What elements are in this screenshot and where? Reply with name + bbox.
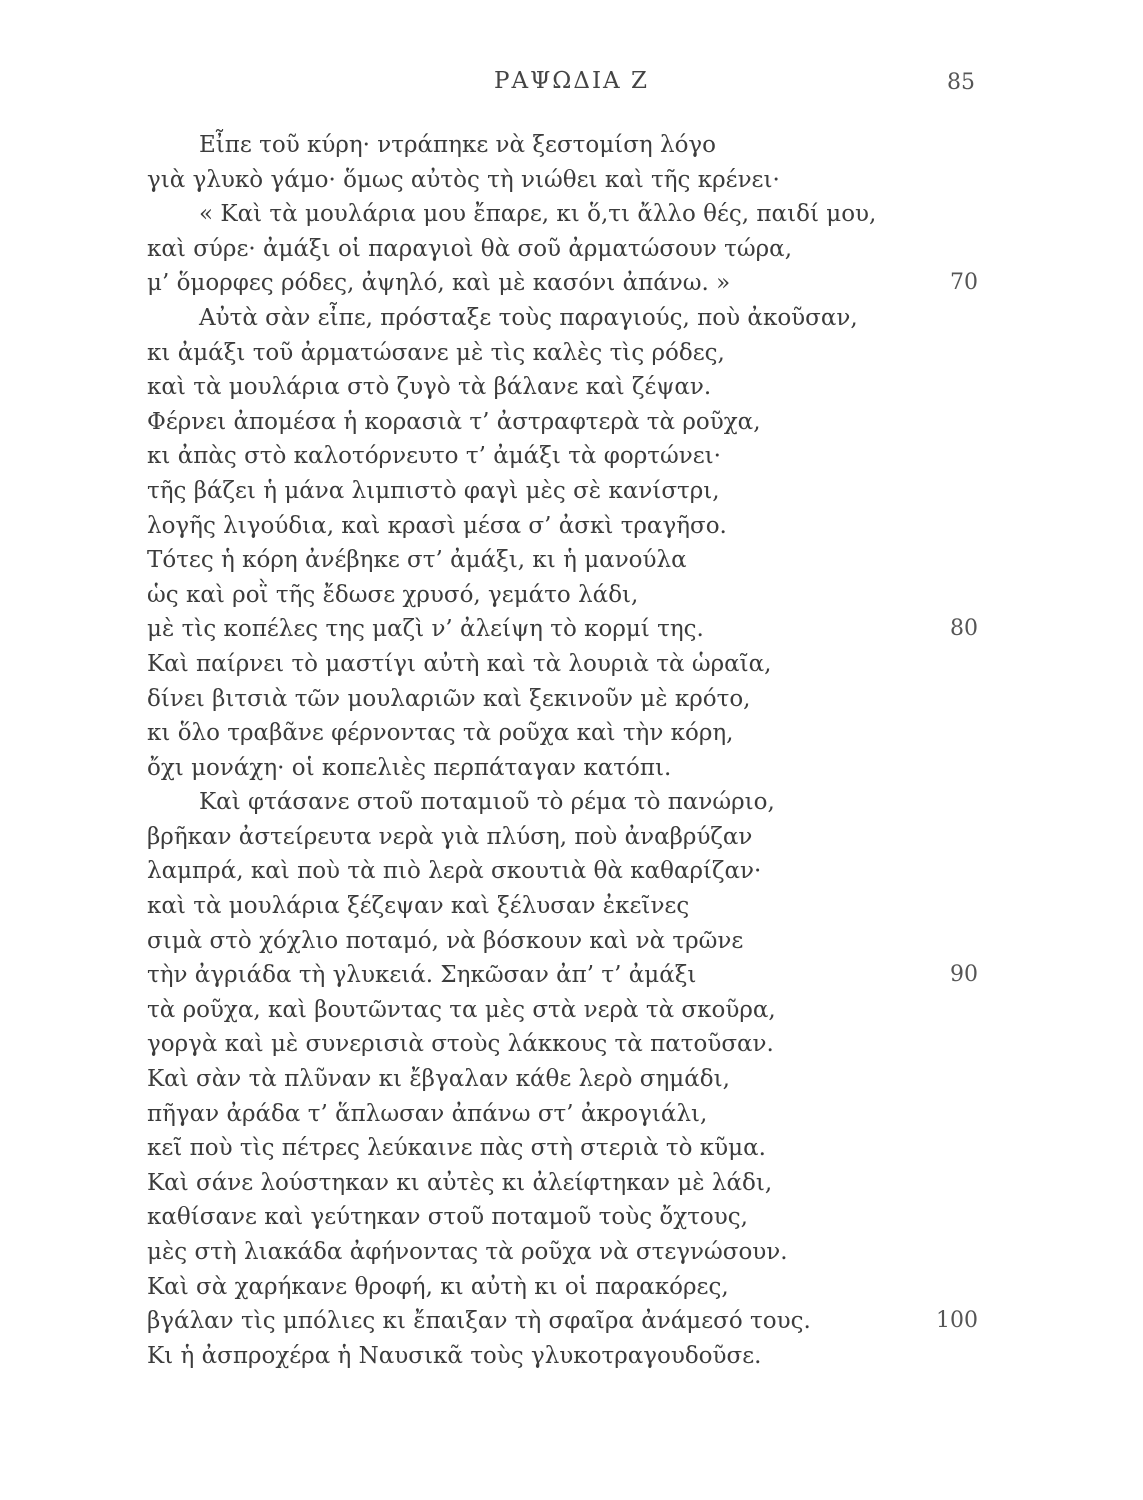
line-text: λογῆς λιγούδια, καὶ κρασὶ μέσα σ’ ἀσκὶ τραγῆσο. <box>147 512 727 539</box>
poem-line <box>0 1304 1143 1339</box>
poem-line <box>0 509 1143 544</box>
poem-line <box>0 1166 1143 1201</box>
poem-line <box>0 163 1143 198</box>
poem-line <box>0 993 1143 1028</box>
line-text: καὶ τὰ μουλάρια ξέζεψαν καὶ ξέλυσαν ἐκεῖνες <box>147 893 690 920</box>
line-text: τὴν ἀγριάδα τὴ γλυκειά. Σηκῶσαν ἀπ’ τ’ ἀμάξι <box>147 962 697 989</box>
poem-line <box>0 266 1143 301</box>
line-text: κι ὅλο τραβᾶνε φέρνοντας τὰ ροῦχα καὶ τὴν κόρη, <box>147 720 734 747</box>
line-text: πῆγαν ἀράδα τ’ ἅπλωσαν ἀπάνω στ’ ἀκρογιάλι, <box>147 1100 708 1127</box>
poem-line <box>0 232 1143 267</box>
poem-line <box>0 1027 1143 1062</box>
line-text: λαμπρά, καὶ ποὺ τὰ πιὸ λερὰ σκουτιὰ θὰ καθαρίζαν· <box>147 858 762 885</box>
running-header: ΡΑΨΩΔΙΑ Ζ <box>494 68 649 94</box>
poem-line <box>0 1270 1143 1305</box>
line-text: καὶ σύρε· ἀμάξι οἱ παραγιοὶ θὰ σοῦ ἀρματώσουν τώρα, <box>147 235 793 262</box>
line-text: Καὶ σὰ χαρήκανε θροφή, κι αὐτὴ κι οἱ παρακόρες, <box>147 1273 729 1300</box>
line-text: Αὐτὰ σὰν εἶπε, πρόσταξε τοὺς παραγιούς, ποὺ ἀκοῦσαν, <box>199 304 858 331</box>
line-text: Καὶ σάνε λούστηκαν κι αὐτὲς κι ἀλείφτηκαν μὲ λάδι, <box>147 1169 773 1196</box>
poem-line <box>0 405 1143 440</box>
line-text: σιμὰ στὸ χόχλιο ποταμό, νὰ βόσκουν καὶ νὰ τρῶνε <box>147 927 744 954</box>
line-number: 100 <box>936 1308 978 1334</box>
line-text: μ’ ὅμορφες ρόδες, ἀψηλό, καὶ μὲ κασόνι ἀπάνω. » <box>147 270 731 297</box>
line-text: τῆς βάζει ἡ μάνα λιμπιστὸ φαγὶ μὲς σὲ κανίστρι, <box>147 477 720 504</box>
line-text: Καὶ σὰν τὰ πλῦναν κι ἔβγαλαν κάθε λερὸ σημάδι, <box>147 1066 730 1093</box>
poem-line <box>0 958 1143 993</box>
poem-line <box>0 647 1143 682</box>
poem-line <box>0 682 1143 717</box>
line-text: γιὰ γλυκὸ γάμο· ὅμως αὐτὸς τὴ νιώθει καὶ τῆς κρένει· <box>147 166 780 193</box>
poem-line <box>0 854 1143 889</box>
line-text: βγάλαν τὶς μπόλιες κι ἔπαιξαν τὴ σφαῖρα ἀνάμεσό τους. <box>147 1308 811 1335</box>
line-text: μὲς στὴ λιακάδα ἀφήνοντας τὰ ροῦχα νὰ στεγνώσουν. <box>147 1239 788 1265</box>
line-number: 80 <box>950 616 978 642</box>
poem-line <box>0 1339 1143 1374</box>
poem-line <box>0 578 1143 613</box>
line-number: 90 <box>950 962 978 988</box>
line-text: ὄχι μονάχη· οἱ κοπελιὲς περπάταγαν κατόπι. <box>147 754 672 781</box>
poem-line <box>0 1097 1143 1132</box>
poem-line <box>0 301 1143 336</box>
poem-line <box>0 612 1143 647</box>
line-text: Καὶ φτάσανε στοῦ ποταμιοῦ τὸ ρέμα τὸ πανώριο, <box>199 789 775 816</box>
poem-line <box>0 439 1143 474</box>
line-text: μὲ τὶς κοπέλες της μαζὶ ν’ ἀλείψη τὸ κορμί της. <box>147 616 704 643</box>
line-text: τὰ ροῦχα, καὶ βουτῶντας τα μὲς στὰ νερὰ τὰ σκοῦρα, <box>147 996 776 1023</box>
line-text: Εἶπε τοῦ κύρη· ντράπηκε νὰ ξεστομίση λόγο <box>199 132 717 158</box>
poem-line <box>0 716 1143 751</box>
line-text: Τότες ἡ κόρη ἀνέβηκε στ’ ἀμάξι, κι ἡ μανούλα <box>147 547 687 574</box>
poem-line <box>0 820 1143 855</box>
poem-line <box>0 924 1143 959</box>
poem-text <box>0 128 1143 1373</box>
poem-line <box>0 785 1143 820</box>
line-text: Καὶ παίρνει τὸ μαστίγι αὐτὴ καὶ τὰ λουριὰ τὰ ὡραῖα, <box>147 650 772 677</box>
line-number: 70 <box>950 270 978 296</box>
poem-line <box>0 543 1143 578</box>
line-text: γοργὰ καὶ μὲ συνερισιὰ στοὺς λάκκους τὰ πατοῦσαν. <box>147 1031 774 1058</box>
line-text: κεῖ ποὺ τὶς πέτρες λεύκαινε πὰς στὴ στεριὰ τὸ κῦμα. <box>147 1135 766 1162</box>
poem-line <box>0 889 1143 924</box>
poem-line <box>0 751 1143 786</box>
line-text: « Καὶ τὰ μουλάρια μου ἔπαρε, κι ὅ,τι ἄλλο θές, παιδί μου, <box>199 201 877 228</box>
line-text: καθίσανε καὶ γεύτηκαν στοῦ ποταμοῦ τοὺς ὄχτους, <box>147 1204 748 1231</box>
poem-line <box>0 128 1143 163</box>
line-text: καὶ τὰ μουλάρια στὸ ζυγὸ τὰ βάλανε καὶ ζέψαν. <box>147 374 712 401</box>
poem-line <box>0 474 1143 509</box>
poem-line <box>0 1200 1143 1235</box>
page-number: 85 <box>947 70 975 95</box>
poem-line <box>0 336 1143 371</box>
line-text: ὡς καὶ ροῒ τῆς ἔδωσε χρυσό, γεμάτο λάδι, <box>147 581 639 608</box>
poem-line <box>0 197 1143 232</box>
poem-line <box>0 1131 1143 1166</box>
poem-line <box>0 1062 1143 1097</box>
poem-line <box>0 370 1143 405</box>
line-text: δίνει βιτσιὰ τῶν μουλαριῶν καὶ ξεκινοῦν μὲ κρότο, <box>147 685 751 712</box>
line-text: κι ἀπὰς στὸ καλοτόρνευτο τ’ ἀμάξι τὰ φορτώνει· <box>147 443 721 470</box>
line-text: βρῆκαν ἀστείρευτα νερὰ γιὰ πλύση, ποὺ ἀναβρύζαν <box>147 823 753 850</box>
line-text: κι ἀμάξι τοῦ ἀρματώσανε μὲ τὶς καλὲς τὶς ρόδες, <box>147 339 725 366</box>
line-text: Φέρνει ἀπομέσα ἡ κορασιὰ τ’ ἀστραφτερὰ τὰ ροῦχα, <box>147 408 761 435</box>
poem-line <box>0 1235 1143 1270</box>
line-text: Κι ἡ ἀσπροχέρα ἡ Ναυσικᾶ τοὺς γλυκοτραγουδοῦσε. <box>147 1342 762 1369</box>
